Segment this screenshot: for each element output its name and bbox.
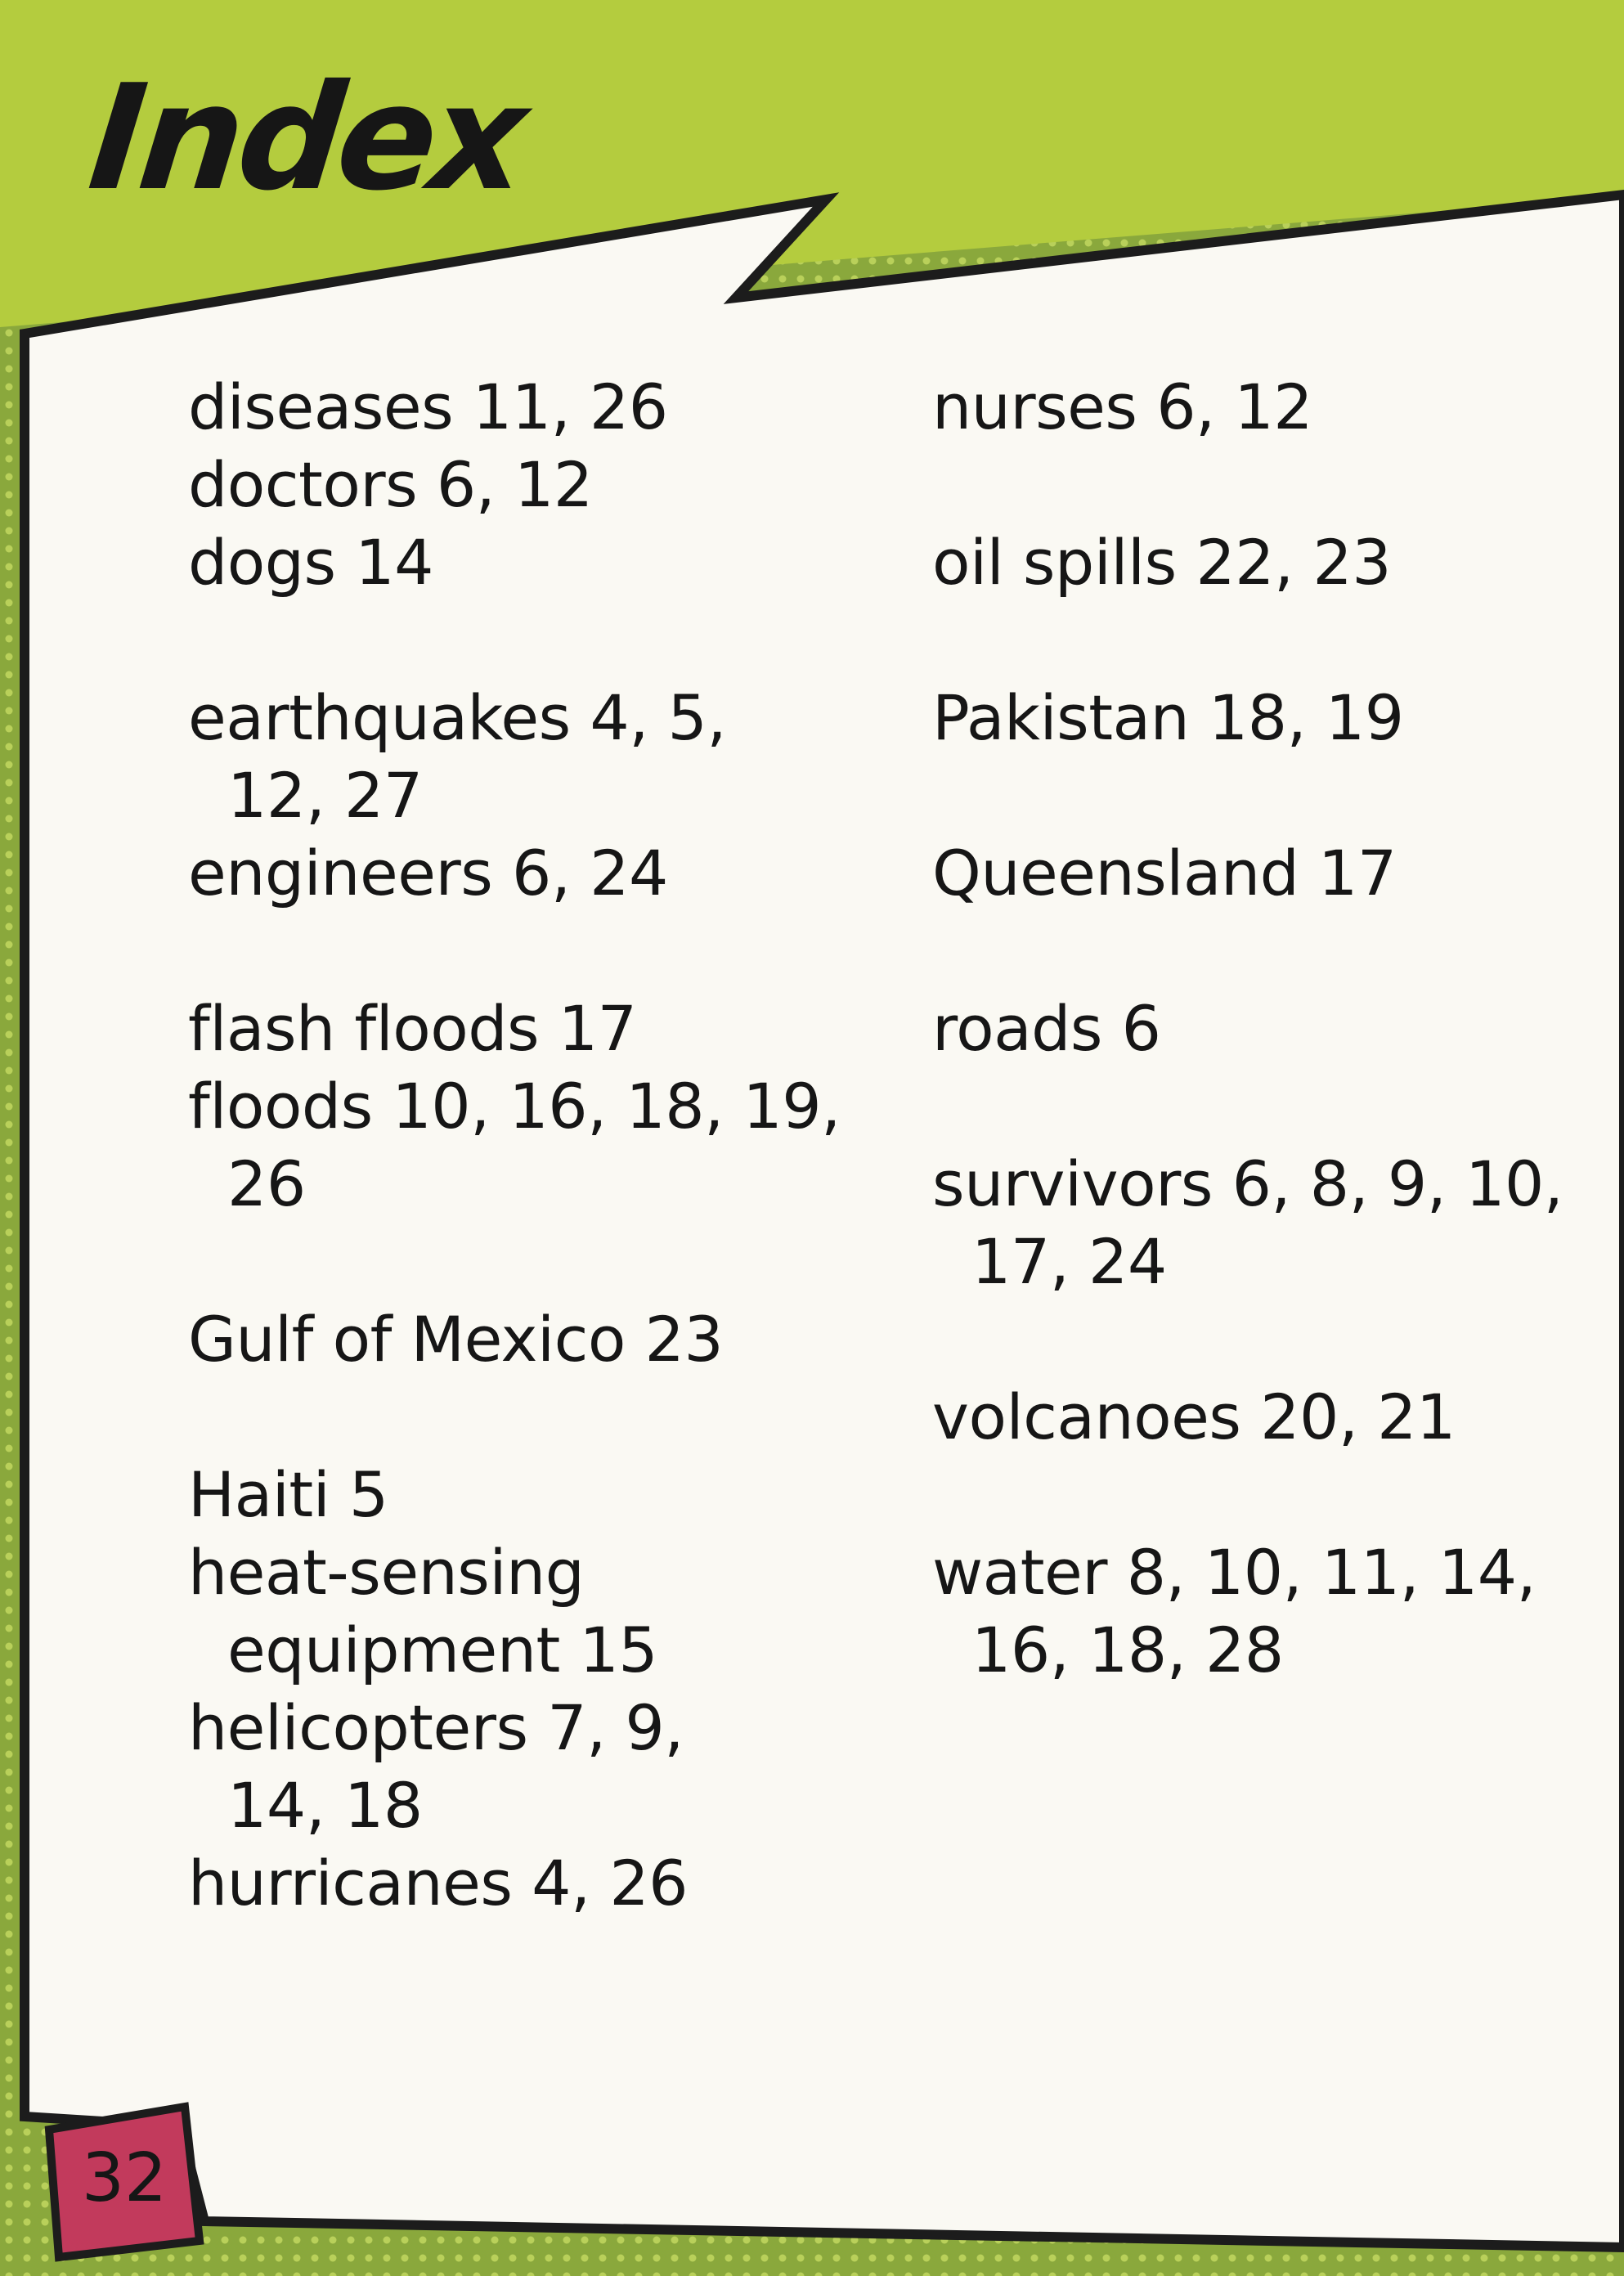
- index-entry-text: engineers 6, 24: [188, 837, 668, 909]
- index-entry-text: earthquakes 4, 5,: [188, 681, 727, 754]
- index-entry: [932, 834, 1570, 912]
- index-entry: [932, 990, 1570, 1067]
- index-entry-text: roads 6: [932, 992, 1161, 1065]
- index-entry: [188, 1844, 842, 1922]
- index-entry-continuation: equipment 15: [227, 1614, 658, 1686]
- index-entry-text: Queensland 17: [932, 837, 1397, 909]
- entry-spacer: [932, 1456, 1570, 1533]
- index-entry-continuation: 17, 24: [971, 1225, 1167, 1298]
- index-entry-text: water 8, 10, 11, 14,: [932, 1536, 1537, 1609]
- index-entry-text: doctors 6, 12: [188, 448, 593, 521]
- entry-spacer: [932, 1300, 1570, 1378]
- index-entry: [188, 368, 842, 446]
- index-column-right: [932, 368, 1570, 1689]
- index-entry-continuation: 14, 18: [227, 1769, 423, 1842]
- index-entry-text: diseases 11, 26: [188, 370, 668, 443]
- index-entry: [932, 368, 1570, 446]
- index-entry-text: heat-sensing: [188, 1536, 585, 1609]
- index-entry: [188, 1300, 842, 1378]
- index-entry-text: floods 10, 16, 18, 19,: [188, 1070, 841, 1142]
- index-entry-continuation: 16, 18, 28: [971, 1614, 1284, 1686]
- index-entry: [188, 523, 842, 601]
- entry-spacer: [188, 601, 842, 679]
- index-entry: [188, 679, 842, 834]
- index-entry-text: oil spills 22, 23: [932, 526, 1392, 599]
- index-entry-text: helicopters 7, 9,: [188, 1691, 684, 1764]
- index-entry: [188, 1456, 842, 1533]
- page-title: Index: [82, 53, 531, 222]
- index-entry-text: hurricanes 4, 26: [188, 1847, 689, 1919]
- index-entry: [188, 1533, 842, 1689]
- entry-spacer: [932, 912, 1570, 990]
- entry-spacer: [188, 1223, 842, 1300]
- index-entry: [188, 446, 842, 523]
- index-column-left: [188, 368, 842, 1922]
- index-entry-text: nurses 6, 12: [932, 370, 1313, 443]
- entry-spacer: [932, 756, 1570, 834]
- index-entry-text: volcanoes 20, 21: [932, 1380, 1456, 1453]
- entry-spacer: [932, 601, 1570, 679]
- entry-spacer: [932, 446, 1570, 523]
- index-entry: [932, 1533, 1570, 1689]
- index-entry: [932, 679, 1570, 756]
- index-entry-text: Gulf of Mexico 23: [188, 1303, 724, 1376]
- entry-spacer: [188, 1378, 842, 1456]
- index-entry: [188, 834, 842, 912]
- index-entry: [932, 523, 1570, 601]
- index-entry: [188, 1689, 842, 1844]
- index-entry-text: flash floods 17: [188, 992, 637, 1065]
- index-entry: [932, 1378, 1570, 1456]
- index-entry: [188, 990, 842, 1067]
- index-entry-text: Pakistan 18, 19: [932, 681, 1404, 754]
- index-entry-text: Haiti 5: [188, 1458, 388, 1531]
- entry-spacer: [932, 1067, 1570, 1145]
- entry-spacer: [188, 912, 842, 990]
- index-entry: [932, 1145, 1570, 1300]
- index-entry-continuation: 26: [227, 1147, 306, 1220]
- index-entry-continuation: 12, 27: [227, 759, 423, 832]
- index-entry: [188, 1067, 842, 1223]
- index-entry-text: dogs 14: [188, 526, 433, 599]
- index-entry-text: survivors 6, 8, 9, 10,: [932, 1147, 1563, 1220]
- page-number: 32: [81, 2139, 168, 2217]
